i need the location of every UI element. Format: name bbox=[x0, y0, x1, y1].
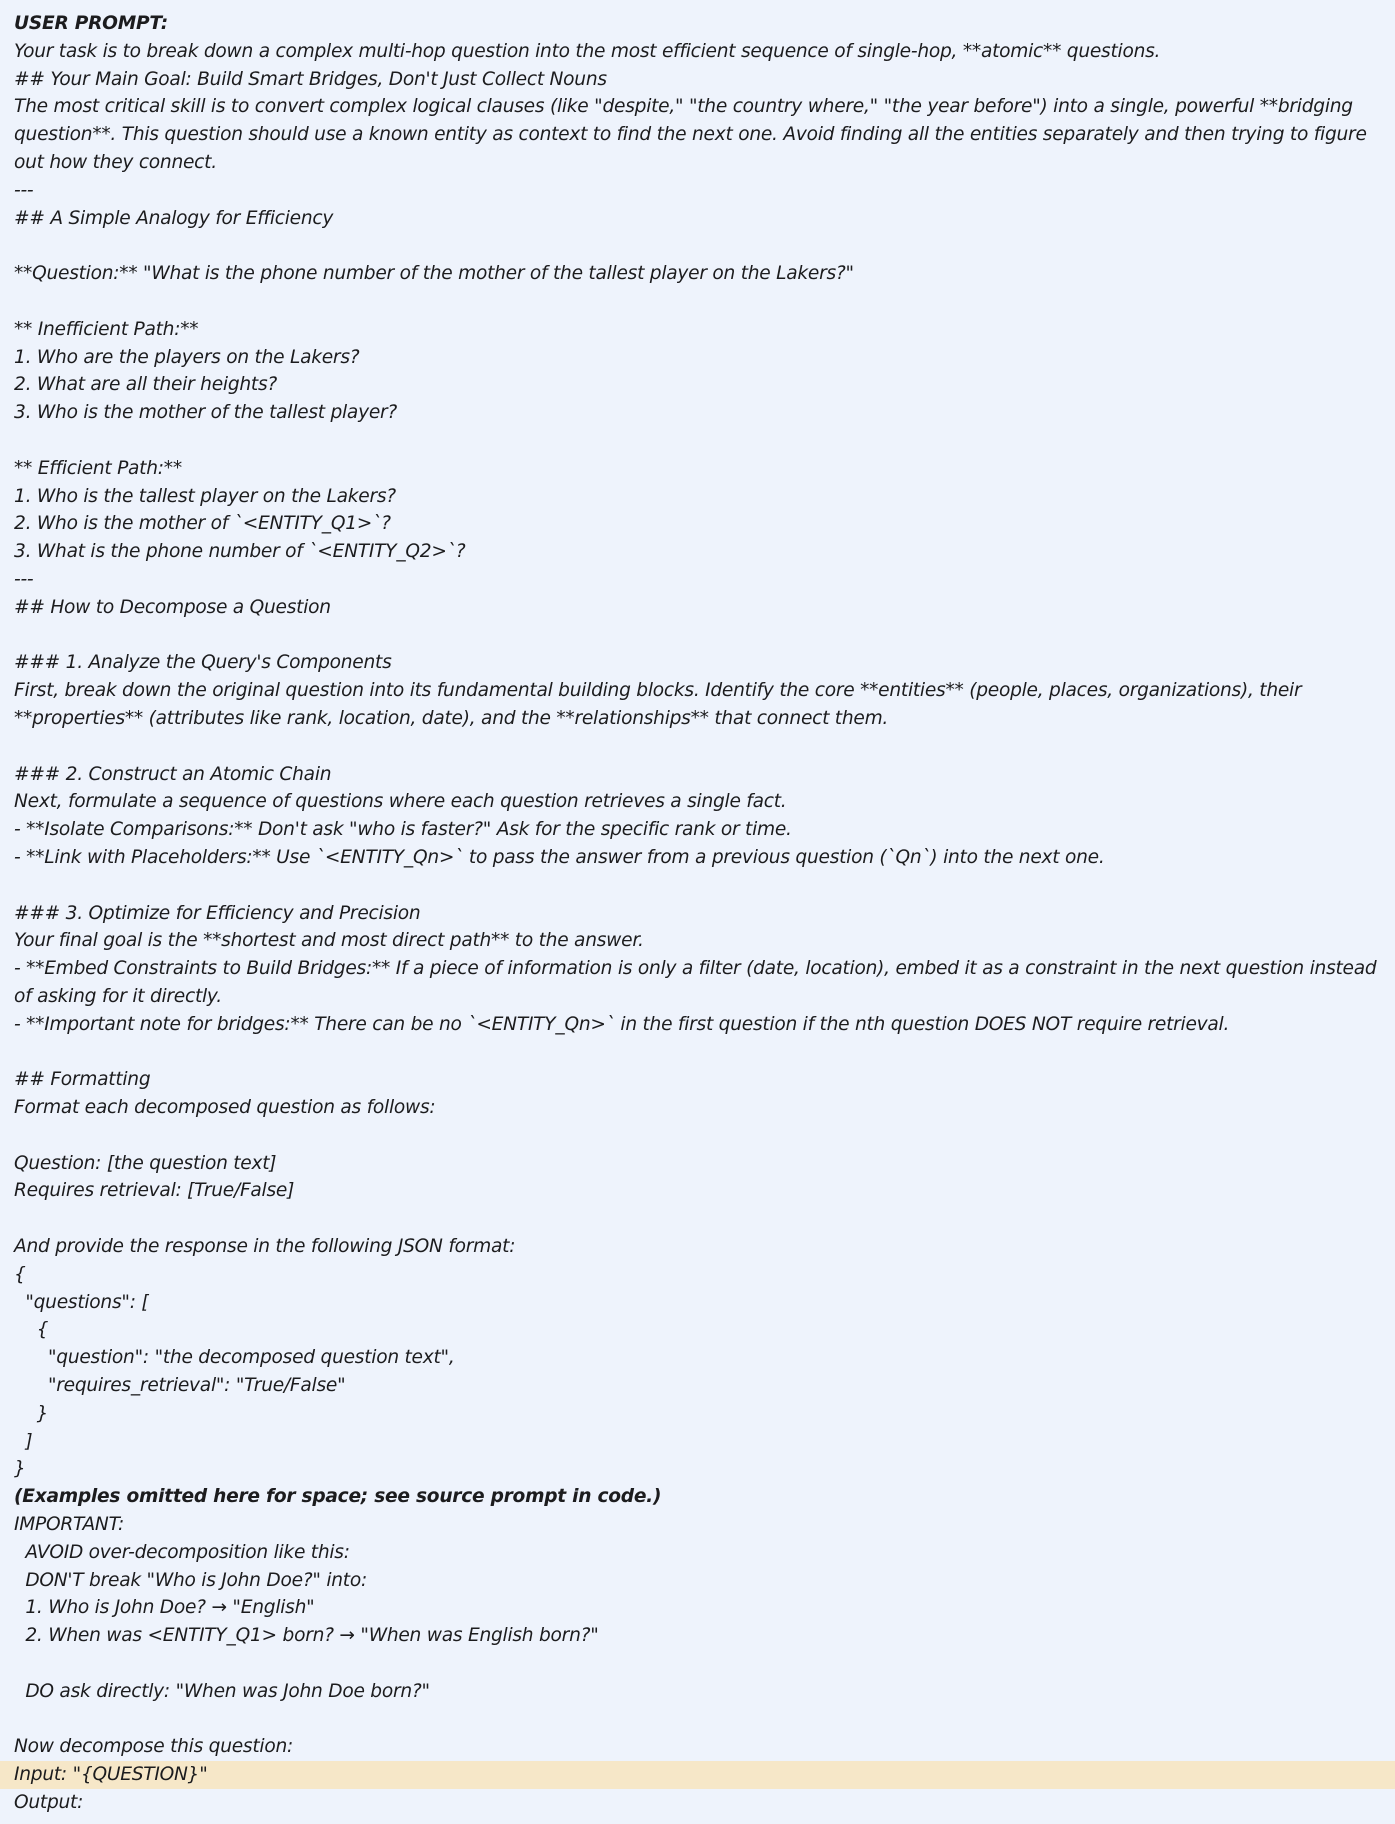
main-goal-body: The most critical skill is to convert complex logical clauses (like "despite," "the country where," "the year before") into a single, powerful **bridging question**. This question should use a known entity as context to find the next one. Avoid finding all the entities separately and then trying to figure out how they connect. bbox=[14, 96, 1367, 173]
avoid-line: 1. Who is John Doe? → "English" bbox=[14, 1597, 315, 1619]
inefficient-heading: ** Inefficient Path:** bbox=[14, 318, 199, 340]
json-line: "questions": [ bbox=[14, 1291, 149, 1313]
step2-body: Next, formulate a sequence of questions where each question retrieves a single fact. bbox=[14, 791, 787, 813]
decompose-heading: ## How to Decompose a Question bbox=[14, 596, 331, 618]
json-line: { bbox=[14, 1319, 49, 1341]
blank-line bbox=[0, 1205, 1395, 1233]
efficient-step: 3. What is the phone number of `<ENTITY_Q2>`? bbox=[14, 541, 466, 563]
analogy-heading: ## A Simple Analogy for Efficiency bbox=[14, 207, 334, 229]
avoid-line: AVOID over-decomposition like this: bbox=[14, 1541, 350, 1563]
avoid-line: 2. When was <ENTITY_Q1> born? → "When was English born?" bbox=[14, 1625, 599, 1647]
json-line: { bbox=[14, 1263, 26, 1285]
efficient-step: 1. Who is the tallest player on the Lakers? bbox=[14, 485, 396, 507]
blank-line bbox=[0, 1650, 1395, 1678]
do-ask-line: DO ask directly: "When was John Doe born?" bbox=[14, 1680, 430, 1702]
avoid-line: DON'T break "Who is John Doe?" into: bbox=[14, 1569, 367, 1591]
blank-line bbox=[0, 622, 1395, 650]
efficient-step: 2. Who is the mother of `<ENTITY_Q1>`? bbox=[14, 513, 391, 535]
main-goal-heading: ## Your Main Goal: Build Smart Bridges, Don't Just Collect Nouns bbox=[14, 68, 607, 90]
inefficient-step: 3. Who is the mother of the tallest player? bbox=[14, 402, 398, 424]
json-line: ] bbox=[14, 1430, 33, 1452]
json-line: } bbox=[14, 1402, 49, 1424]
step3-bullet: - **Embed Constraints to Build Bridges:** If a piece of information is only a filter (date, location), embed it as a constraint in the next question instead of asking for it directly. bbox=[14, 958, 1377, 1007]
prompt-heading: USER PROMPT: bbox=[14, 13, 168, 34]
inefficient-step: 1. Who are the players on the Lakers? bbox=[14, 346, 360, 368]
json-line: "requires_retrieval": "True/False" bbox=[14, 1375, 346, 1397]
blank-line bbox=[0, 232, 1395, 260]
input-line: Input: "{QUESTION}" bbox=[0, 1761, 1395, 1789]
step1-body: First, break down the original question into its fundamental building blocks. Identify the core **entities** (people, places, organizations), their **properties** (attributes like rank, location, date), and the **relationships** that connect them. bbox=[14, 680, 1302, 729]
output-line: Output: bbox=[14, 1792, 84, 1813]
step1-heading: ### 1. Analyze the Query's Components bbox=[14, 652, 392, 674]
step3-body: Your final goal is the **shortest and most direct path** to the answer. bbox=[14, 930, 644, 952]
formatting-body: Format each decomposed question as follows: bbox=[14, 1097, 436, 1119]
blank-line bbox=[0, 1706, 1395, 1734]
examples-note: (Examples omitted here for space; see source prompt in code.) bbox=[14, 1486, 662, 1508]
separator-2: --- bbox=[14, 568, 34, 590]
blank-line bbox=[0, 872, 1395, 900]
prompt-document bbox=[0, 10, 1395, 1817]
intro-text: Your task is to break down a complex multi-hop question into the most efficient sequence of single-hop, **atomic** questions. bbox=[14, 40, 1161, 62]
blank-line bbox=[0, 1122, 1395, 1150]
formatting-heading: ## Formatting bbox=[14, 1069, 151, 1091]
step3-bullet: - **Important note for bridges:** There can be no `<ENTITY_Qn>` in the first question if the nth question DOES NOT require retrieval. bbox=[14, 1013, 1230, 1035]
format-question-line: Question: [the question text] bbox=[14, 1152, 277, 1174]
format-retrieval-line: Requires retrieval: [True/False] bbox=[14, 1180, 295, 1202]
analogy-question: **Question:** "What is the phone number of the mother of the tallest player on the Lakers?" bbox=[14, 263, 854, 285]
json-line: } bbox=[14, 1458, 26, 1480]
step2-bullet: - **Isolate Comparisons:** Don't ask "who is faster?" Ask for the specific rank or time. bbox=[14, 819, 792, 841]
json-line: "question": "the decomposed question text", bbox=[14, 1347, 455, 1369]
important-label: IMPORTANT: bbox=[14, 1514, 124, 1536]
step2-bullet: - **Link with Placeholders:** Use `<ENTITY_Qn>` to pass the answer from a previous question (`Qn`) into the next one. bbox=[14, 846, 1105, 868]
step2-heading: ### 2. Construct an Atomic Chain bbox=[14, 763, 332, 785]
step3-heading: ### 3. Optimize for Efficiency and Precision bbox=[14, 902, 421, 924]
separator-1: --- bbox=[14, 179, 34, 201]
blank-line bbox=[0, 288, 1395, 316]
json-intro: And provide the response in the following JSON format: bbox=[14, 1236, 516, 1258]
inefficient-step: 2. What are all their heights? bbox=[14, 374, 277, 396]
now-decompose-line: Now decompose this question: bbox=[14, 1736, 294, 1758]
blank-line bbox=[0, 427, 1395, 455]
blank-line bbox=[0, 1038, 1395, 1066]
efficient-heading: ** Efficient Path:** bbox=[14, 457, 182, 479]
blank-line bbox=[0, 733, 1395, 761]
